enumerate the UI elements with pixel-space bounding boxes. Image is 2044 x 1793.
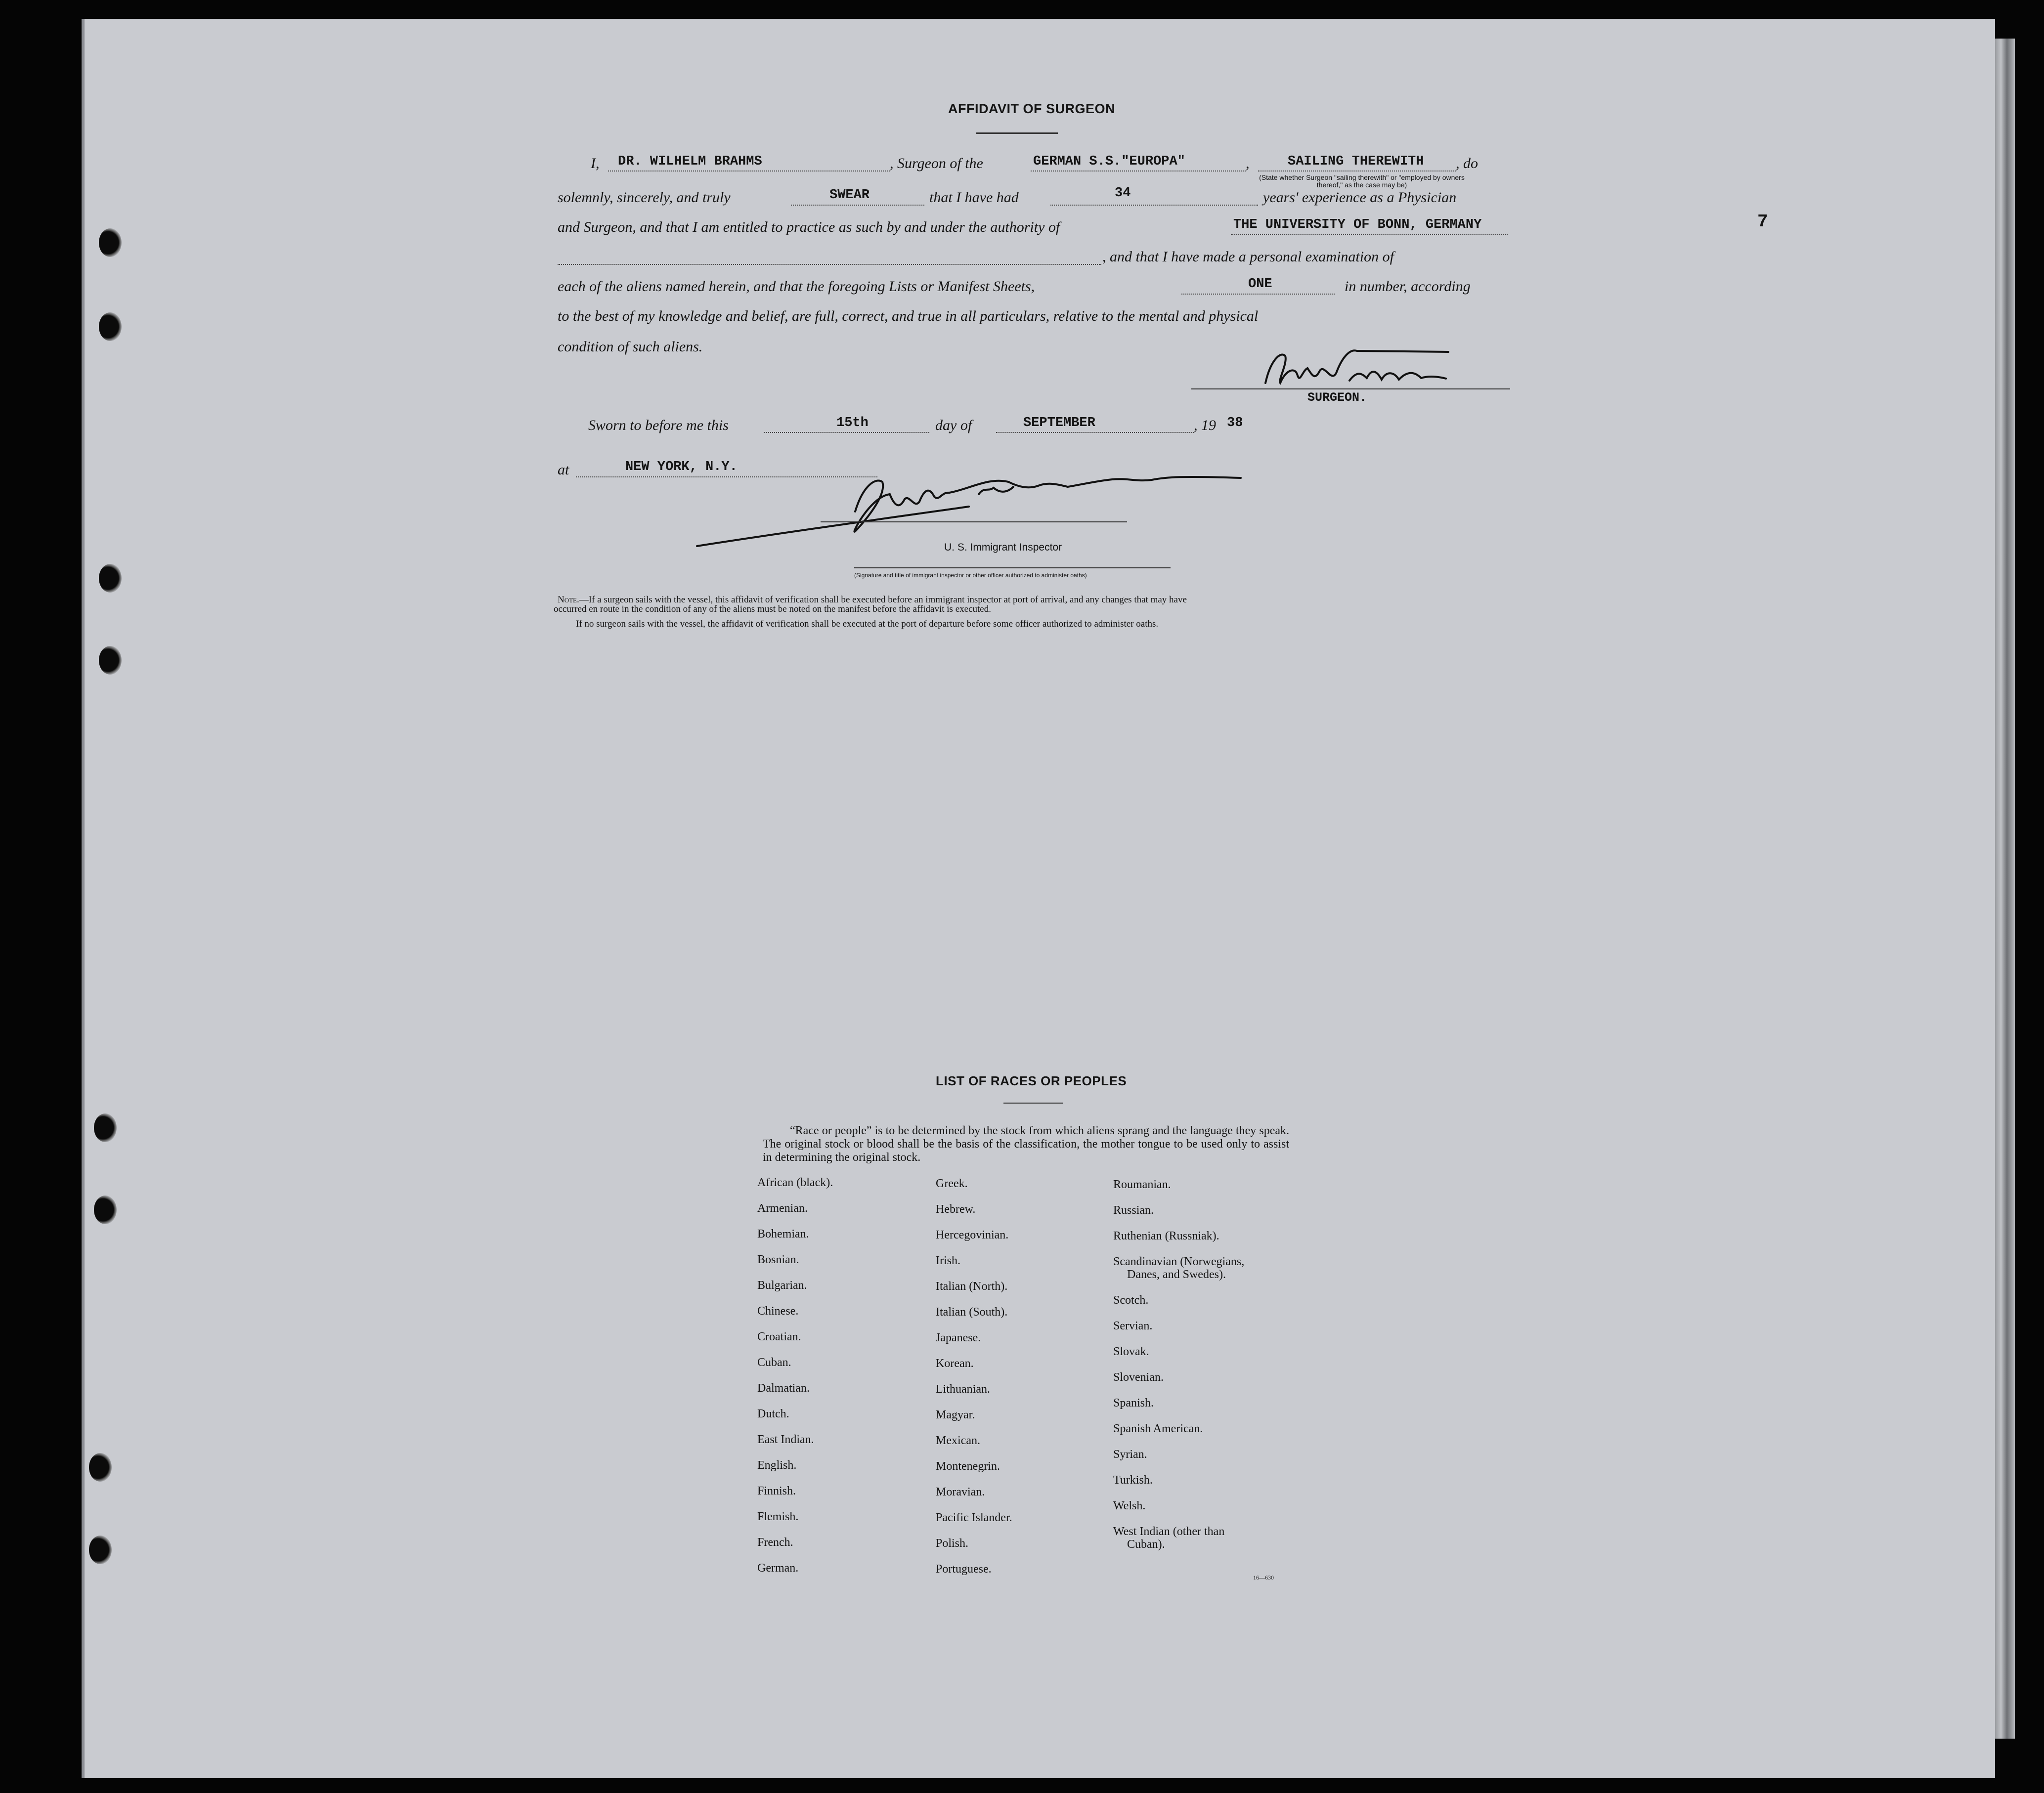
sworn-year-prefix: , 19 xyxy=(1194,417,1216,433)
sworn-year: 38 xyxy=(1227,416,1243,430)
races-column-3 xyxy=(1113,1178,1301,1564)
race-item: Irish. xyxy=(936,1254,960,1267)
race-item: Russian. xyxy=(1113,1204,1154,1217)
line2-middle: that I have had xyxy=(929,189,1019,206)
line2-prefix: solemnly, sincerely, and truly xyxy=(558,189,731,206)
race-item: African (black). xyxy=(757,1176,833,1189)
vessel-name: GERMAN S.S."EUROPA" xyxy=(1033,154,1185,169)
race-item: French. xyxy=(757,1536,793,1549)
race-item: Magyar. xyxy=(936,1409,975,1421)
affidavit-title: AFFIDAVIT OF SURGEON xyxy=(948,101,1115,116)
race-item: Slovenian. xyxy=(1113,1371,1164,1384)
affidavit-title-rule xyxy=(976,132,1058,134)
race-item: Portuguese. xyxy=(936,1563,992,1576)
note-line3: If no surgeon sails with the vessel, the affidavit of verification shall be executed at the port of departure before some officer authorized to administer oaths. xyxy=(576,619,1159,629)
race-item: Italian (South). xyxy=(936,1306,1008,1319)
race-item: Chinese. xyxy=(757,1305,799,1318)
race-item: Roumanian. xyxy=(1113,1178,1171,1191)
race-item: Turkish. xyxy=(1113,1474,1153,1487)
race-item: Mexican. xyxy=(936,1434,980,1447)
race-item: Scandinavian (Norwegians, xyxy=(1113,1255,1245,1268)
punch-hole xyxy=(89,1536,112,1564)
race-item: German. xyxy=(757,1562,799,1575)
note-line1 xyxy=(558,595,1187,604)
line1-prefix: I, xyxy=(591,155,600,171)
races-intro: “Race or people” is to be determined by the stock from which aliens sprang and the language they speak. The original stock or blood shall be the basis of the classification, the mother tongue to be used only to assist in determining the original stock. xyxy=(763,1124,1289,1164)
line2-suffix: years' experience as a Physician xyxy=(1263,189,1457,206)
race-item: Croatian. xyxy=(757,1330,801,1343)
punch-hole xyxy=(99,228,122,257)
race-item: Syrian. xyxy=(1113,1448,1147,1461)
race-item: Slovak. xyxy=(1113,1345,1149,1358)
race-item: Spanish American. xyxy=(1113,1422,1203,1435)
race-item: Cuban. xyxy=(757,1356,791,1369)
sworn-day-of: day of xyxy=(935,417,972,433)
race-item: Korean. xyxy=(936,1357,974,1370)
race-item: Dalmatian. xyxy=(757,1382,810,1395)
punch-hole xyxy=(94,1195,117,1224)
race-item: Danes, and Swedes). xyxy=(1127,1268,1226,1281)
races-column-1 xyxy=(757,1176,915,1587)
note-label: Note. xyxy=(558,595,579,605)
race-item: Hercegovinian. xyxy=(936,1229,1009,1241)
sworn-month: SEPTEMBER xyxy=(1023,416,1095,430)
punch-hole xyxy=(94,1113,117,1142)
race-item: Polish. xyxy=(936,1537,969,1550)
race-item: Lithuanian. xyxy=(936,1383,990,1396)
form-number: 16—630 xyxy=(1253,1574,1274,1581)
place-value: NEW YORK, N.Y. xyxy=(625,460,738,474)
race-item: Spanish. xyxy=(1113,1397,1154,1409)
surgeon-signature-line xyxy=(1191,388,1510,389)
race-item: Dutch. xyxy=(757,1408,789,1420)
races-title: LIST OF RACES OR PEOPLES xyxy=(936,1073,1127,1088)
surgeon-name: DR. WILHELM BRAHMS xyxy=(618,154,762,169)
punch-hole xyxy=(89,1453,112,1482)
inspector-label: U. S. Immigrant Inspector xyxy=(944,542,1062,553)
line1-do: , do xyxy=(1456,155,1478,171)
day-line xyxy=(764,432,929,433)
punch-hole xyxy=(99,312,122,341)
authority-value: THE UNIVERSITY OF BONN, GERMANY xyxy=(1233,217,1482,232)
line6: to the best of my knowledge and belief, are full, correct, and true in all particulars, relative to the mental and physical xyxy=(558,308,1259,324)
line3-prefix: and Surgeon, and that I am entitled to practice as such by and under the authority of xyxy=(558,219,1060,235)
race-item: Pacific Islander. xyxy=(936,1511,1012,1524)
inspector-note-rule xyxy=(854,567,1171,568)
sworn-prefix: Sworn to before me this xyxy=(588,417,729,433)
inspector-note: (Signature and title of immigrant inspector or other officer authorized to administer oaths) xyxy=(854,572,1087,579)
line1-comma: , xyxy=(1246,155,1250,171)
authority-continuation-line xyxy=(558,264,1101,265)
years-line xyxy=(1050,205,1258,206)
surgeon-signature xyxy=(1251,341,1478,395)
inspector-signature xyxy=(692,467,1251,554)
race-item: Ruthenian (Russniak). xyxy=(1113,1230,1219,1242)
race-item: Bohemian. xyxy=(757,1228,809,1240)
race-item: Japanese. xyxy=(936,1331,981,1344)
line4: , and that I have made a personal examination of xyxy=(1102,249,1394,265)
race-item: Scotch. xyxy=(1113,1294,1149,1307)
inspector-signature-line xyxy=(821,521,1127,522)
line1-surgeon-of: , Surgeon of the xyxy=(890,155,983,171)
race-item: Moravian. xyxy=(936,1486,985,1498)
month-line xyxy=(996,432,1194,433)
race-item: Cuban). xyxy=(1127,1538,1165,1551)
race-item: Armenian. xyxy=(757,1202,808,1215)
race-item: English. xyxy=(757,1459,797,1472)
race-item: Italian (North). xyxy=(936,1280,1008,1293)
surgeon-label: SURGEON. xyxy=(1307,390,1367,405)
race-item: Servian. xyxy=(1113,1320,1153,1332)
line5-prefix: each of the aliens named herein, and that the foregoing Lists or Manifest Sheets, xyxy=(558,278,1035,295)
line7: condition of such aliens. xyxy=(558,339,703,355)
race-item: Finnish. xyxy=(757,1485,796,1497)
sailing-note: (State whether Surgeon "sailing therewith" or "employed by owners thereof," as the case may be) xyxy=(1259,173,1465,189)
race-item: Flemish. xyxy=(757,1510,799,1523)
oath-word: SWEAR xyxy=(829,188,870,203)
at-prefix: at xyxy=(558,462,569,478)
count-line xyxy=(1181,294,1335,295)
sworn-day: 15th xyxy=(836,416,869,430)
sailing-status: SAILING THEREWITH xyxy=(1288,154,1424,169)
race-item: Bosnian. xyxy=(757,1253,799,1266)
race-item: Greek. xyxy=(936,1177,968,1190)
races-column-2 xyxy=(936,1177,1099,1588)
page-number: 7 xyxy=(1757,212,1768,232)
punch-hole xyxy=(99,564,122,593)
race-item: Welsh. xyxy=(1113,1499,1146,1512)
race-item: Hebrew. xyxy=(936,1203,976,1216)
note-text1: —If a surgeon sails with the vessel, this affidavit of verification shall be executed before an immigrant inspector at port of arrival, and any changes that may have xyxy=(579,595,1187,605)
years-value: 34 xyxy=(1115,186,1131,201)
oath-line xyxy=(791,205,924,206)
manifest-count: ONE xyxy=(1248,277,1272,292)
race-item: Bulgarian. xyxy=(757,1279,807,1292)
punch-hole xyxy=(99,646,122,675)
race-item: Montenegrin. xyxy=(936,1460,1000,1473)
line5-suffix: in number, according xyxy=(1345,278,1471,295)
race-item: East Indian. xyxy=(757,1433,814,1446)
note-line2: occurred en route in the condition of any of the aliens must be noted on the manifest before the affidavit is executed. xyxy=(554,604,991,614)
race-item: West Indian (other than xyxy=(1113,1525,1225,1538)
races-title-rule xyxy=(1003,1103,1063,1104)
authority-line xyxy=(1231,234,1508,235)
